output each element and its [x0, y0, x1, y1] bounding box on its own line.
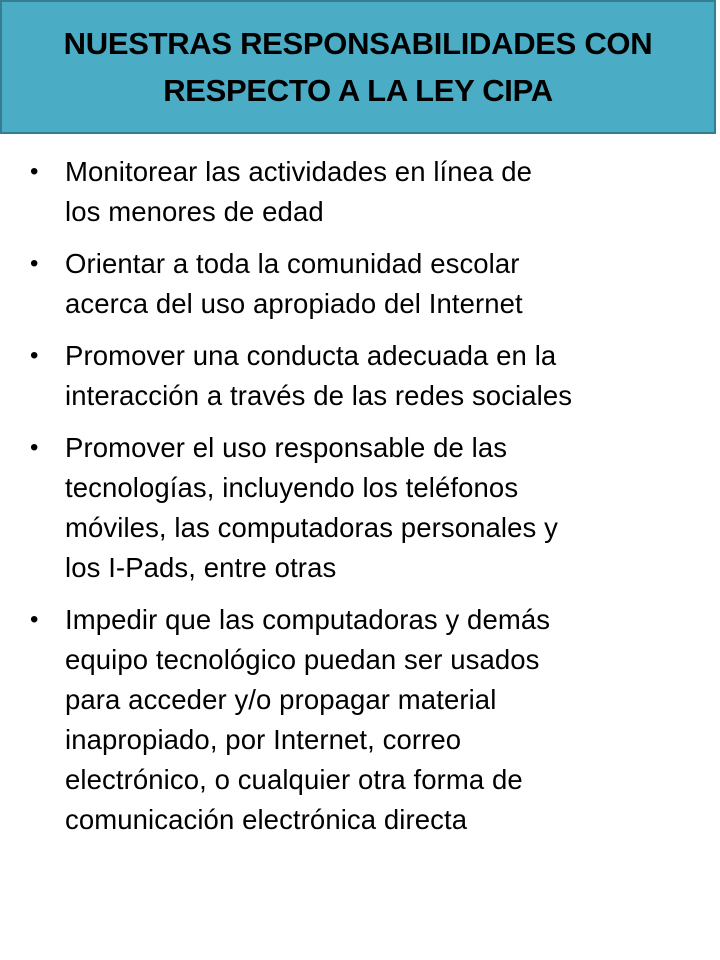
bullet-text — [65, 244, 700, 324]
bullet-line: para acceder y/o propagar material — [65, 684, 497, 715]
title-line-1: NUESTRAS RESPONSABILIDADES CON — [63, 26, 653, 61]
bullet-text — [65, 336, 700, 416]
bullet-line: acerca del uso apropiado del Internet — [65, 288, 523, 319]
bullet-line: tecnologías, incluyendo los teléfonos — [65, 472, 519, 503]
bullet-line: Promover una conducta adecuada en la — [65, 340, 557, 371]
bullet-line: móviles, las computadoras personales y — [65, 512, 558, 543]
bullet-item-5 — [30, 600, 700, 840]
bullet-item-2 — [30, 244, 700, 324]
bullet-text — [65, 600, 700, 840]
bullet-line: equipo tecnológico puedan ser usados — [65, 644, 540, 675]
bullet-icon: • — [30, 250, 39, 277]
bullet-line: electrónico, o cualquier otra forma de — [65, 764, 523, 795]
bullet-line: Monitorear las actividades en línea de — [65, 156, 532, 187]
bullet-line: Impedir que las computadoras y demás — [65, 604, 551, 635]
bullet-item-3 — [30, 336, 700, 416]
bullet-item-1 — [30, 152, 700, 232]
bullet-line: Promover el uso responsable de las — [65, 432, 508, 463]
bullet-item-4 — [30, 428, 700, 588]
bullet-line: comunicación electrónica directa — [65, 804, 468, 835]
title-banner — [0, 0, 716, 134]
bullet-line: interacción a través de las redes sociales — [65, 380, 573, 411]
bullet-line: los menores de edad — [65, 196, 324, 227]
bullet-text — [65, 152, 700, 232]
bullet-icon: • — [30, 434, 39, 461]
bullet-line: los I-Pads, entre otras — [65, 552, 337, 583]
bullet-icon: • — [30, 606, 39, 633]
title-line-2: RESPECTO A LA LEY CIPA — [163, 73, 553, 108]
bullet-icon: • — [30, 342, 39, 369]
bullet-text — [65, 428, 700, 588]
bullet-line: Orientar a toda la comunidad escolar — [65, 248, 520, 279]
bullet-list — [30, 152, 700, 852]
slide-title — [52, 20, 665, 114]
bullet-line: inapropiado, por Internet, correo — [65, 724, 462, 755]
bullet-icon: • — [30, 158, 39, 185]
